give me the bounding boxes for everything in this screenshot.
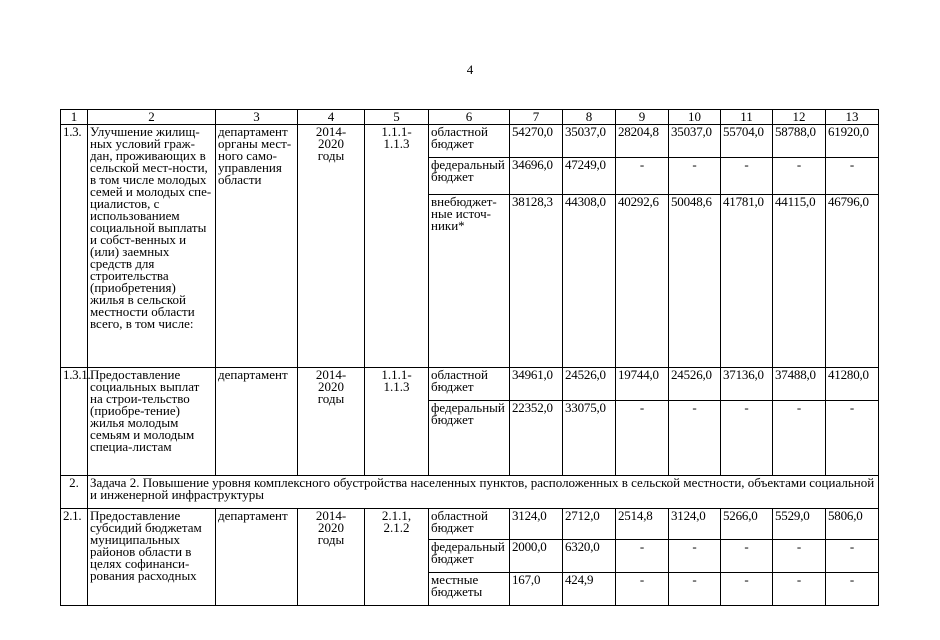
- executor-secondary: органы мест-ного само-управления области: [218, 136, 292, 187]
- activity-name: Предоставление социальных выплат на строи-тельство (приобре-тение) жилья молодым семьям и молодым специа-листам: [88, 368, 216, 476]
- value-cell: 55704,0: [721, 125, 773, 158]
- period: 2014- 2020 годы: [298, 509, 365, 606]
- task-row: [61, 476, 879, 509]
- task-number: 2.: [61, 476, 88, 509]
- value-cell: 37488,0: [773, 368, 826, 401]
- value-cell: 35037,0: [669, 125, 721, 158]
- value-cell: 19744,0: [616, 368, 669, 401]
- value-cell: 41280,0: [826, 368, 879, 401]
- value-cell: 2514,8: [616, 509, 669, 540]
- column-header: 12: [773, 110, 826, 125]
- funding-source: федеральный бюджет: [429, 158, 510, 195]
- value-cell: 34961,0: [510, 368, 563, 401]
- value-cell: -: [826, 540, 879, 573]
- executor-primary: департамент: [218, 508, 288, 523]
- value-cell: -: [721, 401, 773, 476]
- value-cell: -: [669, 540, 721, 573]
- value-cell: -: [721, 540, 773, 573]
- executor-primary: департамент: [218, 124, 288, 139]
- column-header: 13: [826, 110, 879, 125]
- value-cell: 24526,0: [563, 368, 616, 401]
- value-cell: -: [773, 401, 826, 476]
- executor-cell: [216, 368, 298, 476]
- value-cell: 6320,0: [563, 540, 616, 573]
- value-cell: 22352,0: [510, 401, 563, 476]
- column-header: 1: [61, 110, 88, 125]
- value-cell: 38128,3: [510, 195, 563, 368]
- value-cell: 35037,0: [563, 125, 616, 158]
- funding-source: областной бюджет: [429, 125, 510, 158]
- funding-source: областной бюджет: [429, 368, 510, 401]
- indicator-code: 1.1.1- 1.1.3: [365, 125, 429, 368]
- table-row: [61, 368, 879, 401]
- column-header: 9: [616, 110, 669, 125]
- value-cell: -: [669, 401, 721, 476]
- column-header: 10: [669, 110, 721, 125]
- value-cell: -: [616, 540, 669, 573]
- value-cell: 47249,0: [563, 158, 616, 195]
- value-cell: 33075,0: [563, 401, 616, 476]
- executor-cell: [216, 125, 298, 368]
- value-cell: 46796,0: [826, 195, 879, 368]
- column-header: 5: [365, 110, 429, 125]
- value-cell: 58788,0: [773, 125, 826, 158]
- value-cell: -: [616, 158, 669, 195]
- indicator-code: 1.1.1- 1.1.3: [365, 368, 429, 476]
- column-header: 7: [510, 110, 563, 125]
- value-cell: 50048,6: [669, 195, 721, 368]
- value-cell: 5529,0: [773, 509, 826, 540]
- value-cell: -: [826, 158, 879, 195]
- column-header: 2: [88, 110, 216, 125]
- indicator-code: 2.1.1, 2.1.2: [365, 509, 429, 606]
- funding-source: внебюджет-ные источ-ники*: [429, 195, 510, 368]
- value-cell: -: [616, 573, 669, 606]
- value-cell: -: [616, 401, 669, 476]
- activity-name: Предоставление субсидий бюджетам муниципальных районов области в целях софинанси-рования расходных: [88, 509, 216, 606]
- value-cell: -: [773, 573, 826, 606]
- value-cell: 37136,0: [721, 368, 773, 401]
- executor-primary: департамент: [218, 367, 288, 382]
- column-header: 4: [298, 110, 365, 125]
- value-cell: 2712,0: [563, 509, 616, 540]
- value-cell: 3124,0: [669, 509, 721, 540]
- value-cell: -: [669, 158, 721, 195]
- value-cell: 28204,8: [616, 125, 669, 158]
- value-cell: 24526,0: [669, 368, 721, 401]
- value-cell: -: [773, 158, 826, 195]
- row-number: 1.3.: [61, 125, 88, 368]
- value-cell: 41781,0: [721, 195, 773, 368]
- value-cell: 5266,0: [721, 509, 773, 540]
- task-text: Задача 2. Повышение уровня комплексного обустройства населенных пунктов, расположенных в сельской местности, объектами социальной и инженерной инфраструктуры: [88, 476, 879, 509]
- funding-source: федеральный бюджет: [429, 401, 510, 476]
- funding-source: областной бюджет: [429, 509, 510, 540]
- column-header: 8: [563, 110, 616, 125]
- row-number: 2.1.: [61, 509, 88, 606]
- table-row: [61, 509, 879, 540]
- executor-cell: [216, 509, 298, 606]
- funding-source: местные бюджеты: [429, 573, 510, 606]
- value-cell: 424,9: [563, 573, 616, 606]
- column-header: 11: [721, 110, 773, 125]
- value-cell: -: [826, 573, 879, 606]
- value-cell: 5806,0: [826, 509, 879, 540]
- period: 2014- 2020 годы: [298, 368, 365, 476]
- period: 2014- 2020 годы: [298, 125, 365, 368]
- value-cell: 54270,0: [510, 125, 563, 158]
- activity-name: Улучшение жилищ-ных условий граж-дан, проживающих в сельской мест-ности, в том числе молодых семей и молодых спе-циалистов, с использованием социальной выплаты и собст-венных и (или) заемных средств для строительства (приобретения) жилья в сельской местности области всего, в том числе:: [88, 125, 216, 368]
- value-cell: 167,0: [510, 573, 563, 606]
- budget-table: [60, 109, 879, 606]
- value-cell: 3124,0: [510, 509, 563, 540]
- value-cell: 34696,0: [510, 158, 563, 195]
- header-row: [61, 110, 879, 125]
- column-header: 3: [216, 110, 298, 125]
- value-cell: -: [721, 158, 773, 195]
- funding-source: федеральный бюджет: [429, 540, 510, 573]
- value-cell: -: [721, 573, 773, 606]
- value-cell: 2000,0: [510, 540, 563, 573]
- column-header: 6: [429, 110, 510, 125]
- table-row: [61, 125, 879, 158]
- value-cell: -: [669, 573, 721, 606]
- value-cell: 40292,6: [616, 195, 669, 368]
- value-cell: -: [773, 540, 826, 573]
- value-cell: 44115,0: [773, 195, 826, 368]
- value-cell: -: [826, 401, 879, 476]
- value-cell: 61920,0: [826, 125, 879, 158]
- page-number: 4: [466, 62, 474, 77]
- row-number: 1.3.1.: [61, 368, 88, 476]
- value-cell: 44308,0: [563, 195, 616, 368]
- table-body: [61, 110, 879, 606]
